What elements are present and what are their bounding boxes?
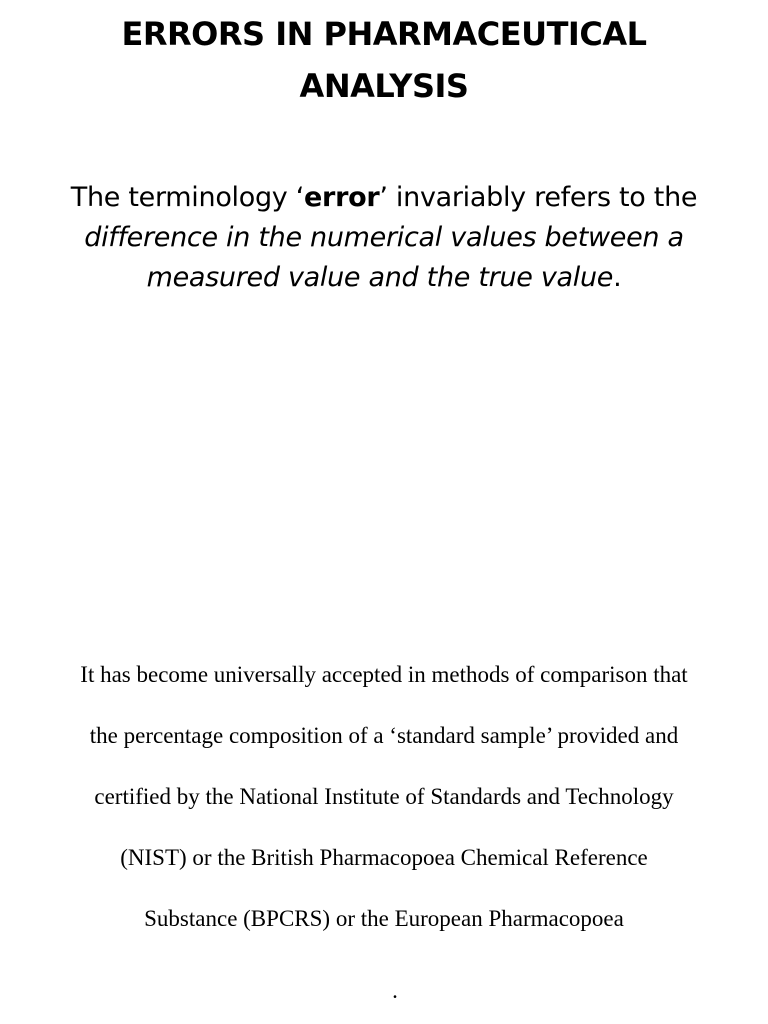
definition-after-term: ’ invariably refers to the — [379, 182, 698, 213]
paragraph-line: the percentage composition of a ‘standard sample’ provided and — [89, 723, 679, 748]
title-line-2: ANALYSIS — [299, 67, 469, 105]
definition-italic-line-1: difference in the numerical values between a — [84, 222, 684, 253]
definition-italic-line-2: measured value and the true value — [146, 262, 614, 293]
definition-intro: The terminology ‘ — [70, 182, 305, 213]
definition-line-2 — [40, 218, 728, 258]
trailing-period: . — [392, 978, 398, 1003]
definition-term: error — [304, 182, 380, 213]
paragraph-line: It has become universally accepted in methods of comparison that — [80, 662, 688, 687]
paragraph-line: (NIST) or the British Pharmacopoea Chemical Reference — [120, 845, 648, 870]
error-definition — [40, 178, 728, 298]
definition-line-3 — [40, 258, 728, 298]
body-paragraph — [0, 652, 768, 957]
title-line-1: ERRORS IN PHARMACEUTICAL — [121, 15, 647, 53]
paragraph-line: Substance (BPCRS) or the European Pharmacopoea — [144, 906, 624, 931]
definition-line-1 — [40, 178, 728, 218]
definition-end: . — [613, 262, 622, 293]
paragraph-line: certified by the National Institute of Standards and Technology — [94, 784, 674, 809]
page-title — [0, 8, 768, 112]
